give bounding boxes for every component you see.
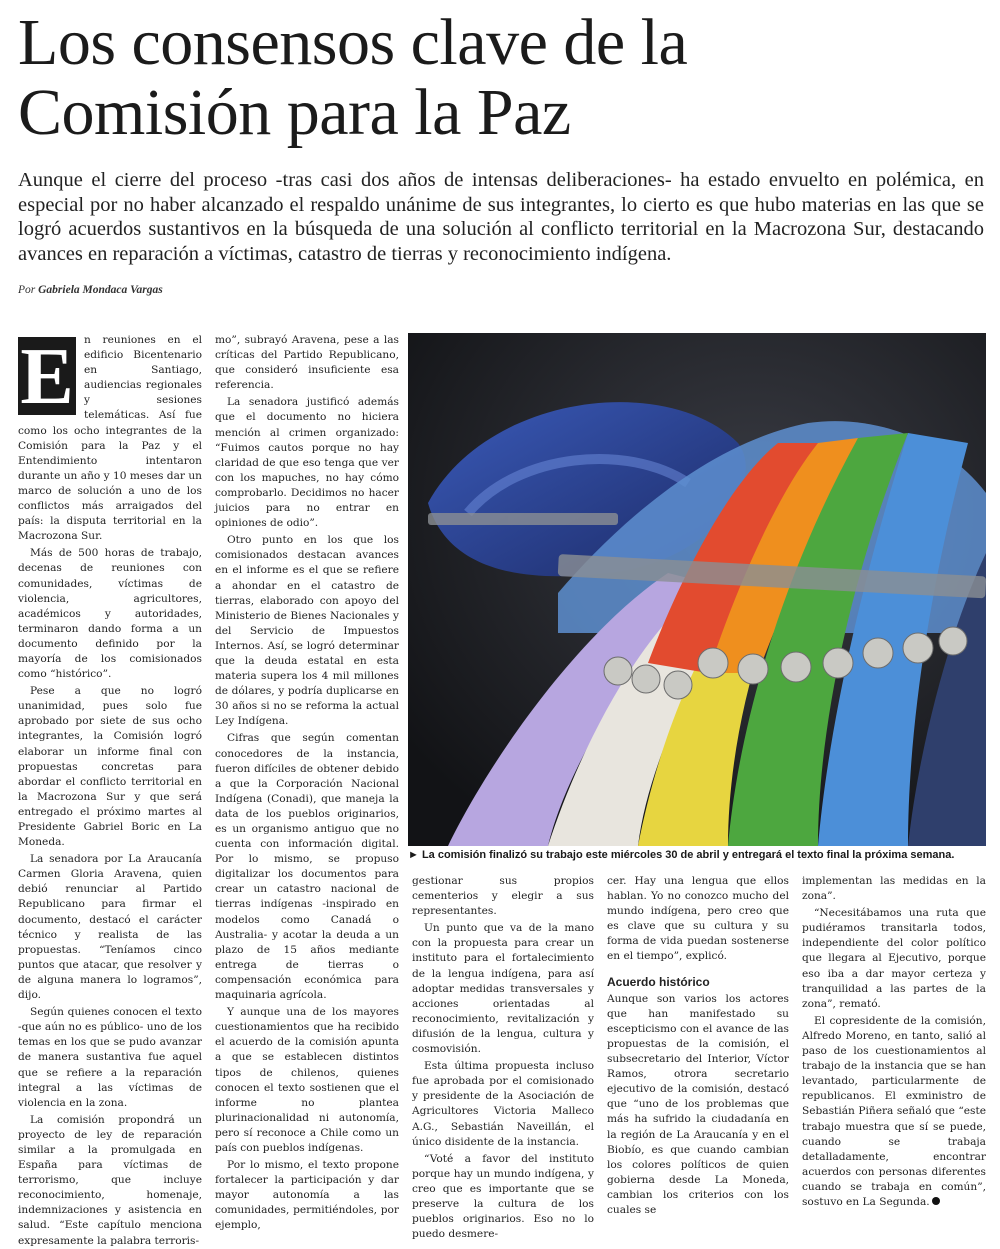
paragraph: “Necesitábamos una ruta que pudiéramos transitarla todos, independiente del color político que llegara al Ejecutivo, porque eso iba a dar mayor certeza y tranquilidad a las partes de la zona”, remató. [802,907,986,1010]
paragraph: “Voté a favor del instituto porque hay un mundo indígena, y creo que es importante que se preserve la cultura de los pueblos originarios. Eso no lo puedo desmere- [412,1152,594,1241]
article-column-2 [215,333,399,1232]
photo [408,333,986,846]
headline [18,8,978,148]
byline-author: Gabriela Mondaca Vargas [38,284,163,296]
paragraph: Según quienes conocen el texto -que aún no es público- uno de los temas en los que se pudo avanzar de manera sustantiva fue aquel que se refiere a la reparación integral a las víctimas de violencia en la zona. [18,1006,202,1109]
article-column-3 [412,874,594,1241]
article-column-5 [802,874,986,1224]
paragraph: Aunque son varios los actores que han manifestado su escepticismo con el avance de las propuestas de la comisión, el subsecretario del Interior, Víctor Ramos, otrora secretario ejecutivo de la comisión, destacó que “uno de los problemas que más ha sufrido la ciudadanía en la región de La Araucanía y en el Biobío, es que cuando cambian los colores políticos de quien gobierna desde La Moneda, cambian los criterios con los cuales se [607,992,789,1216]
paragraph [18,333,202,544]
paragraph [802,1014,986,1210]
paragraph: La comisión propondrá un proyecto de ley de reparación similar a la promulgada en España para víctimas de terrorismo, que incluye reconocimiento, homenaje, indemnizaciones y asistencia en salud. “Este capítulo menciona expresamente la palabra terroris- [18,1113,202,1247]
paragraph-text: n reuniones en el edificio Bicentenario en Santiago, audiencias regionales y sesiones telemáticas. Así fue como los ocho integrantes de la Comisión para la Paz y el Entendimiento intentaron durante un año y 10 meses dar un marco de solución a uno de los conflictos más arraigados del país: la disputa territorial en la Macrozona Sur. [18,334,202,543]
paragraph: Cifras que según comentan conocedores de la instancia, fueron difíciles de obtener debido a que la Corporación Nacional Indígena (Conadi), que maneja la data de los pueblos originarios, es un organismo antiguo que no cuenta con información digital. Por lo mismo, se propuso digitalizar los documentos para crear un catastro nacional de tierras indígenas -inspirado en modelos como Canadá o Australia- y acotar la deuda a un plazo de 15 años mediante entrega de tierras o compensación económica para maquinaria agrícola. [215,732,399,1002]
headline-line-2: Comisión para la Paz [18,76,571,149]
paragraph: Más de 500 horas de trabajo, decenas de reuniones con comunidades, víctimas de violencia, agricultores, académicos y autoridades, terminaron dando forma a un documento definido por la mayoría de los comisionados como “histórico”. [18,547,202,681]
article-column-1 [18,333,202,1247]
paragraph: gestionar sus propios cementerios y elegir a sus representantes. [412,875,594,918]
photo-caption: ► La comisión finalizó su trabajo este miércoles 30 de abril y entregará el texto final la próxima semana. [408,849,955,861]
paragraph: Y aunque una de los mayores cuestionamientos que ha recibido el acuerdo de la comisión apunta a que se establecen distintos tipos de chilenos, quienes conocen el texto sostienen que el informe no plantea plurinacionalidad ni autonomía, pero sí reconoce a Chile como un país con pueblos indígenas. [215,1006,399,1154]
dropcap: E [18,337,76,415]
paragraph: La senadora justificó además que el documento no hiciera mención al crimen organizado: “Fuimos cautos porque no hay claridad de que eso tenga que ver con los mapuches, no hay cómo comprobarlo. Decidimos no hacer juicios para no entrar en opiniones de odio”. [215,396,399,530]
paragraph: Otro punto en los que los comisionados destacan avances en el informe es el que se refiere a ahondar en el catastro de tierras, elaborado con apoyo del Ministerio de Bienes Nacionales y del Servicio de Impuestos Internos. Así, se logró determinar que la deuda estatal en esta materia supera los 4 mil millones de dólares, y podría duplicarse en 30 años si no se reforma la actual Ley Indígena. [215,534,399,728]
photo-icon [408,333,986,846]
paragraph: Esta última propuesta incluso fue aprobada por el comisionado y presidente de la Asociación de Agricultores Victoria Malleco A.G., Sebastián Naveillán, el único disidente de la instancia. [412,1060,594,1148]
subhead: Acuerdo histórico [607,974,710,989]
paragraph: Pese a que no logró unanimidad, pues solo fue aprobado por siete de sus ocho integrantes, la Comisión logró elaborar un informe final con propuestas concretas para abordar el conflicto territorial en la Macrozona Sur y que será entregado el próximo martes al Presidente Gabriel Boric en La Moneda. [18,685,202,849]
paragraph: cer. Hay una lengua que ellos hablan. Yo no conozco mucho del mundo indígena, pero creo que es clave que su cultura y su forma de vida puedan sostenerse en el tiempo”, explicó. [607,875,789,963]
lede: Aunque el cierre del proceso -tras casi dos años de intensas deliberaciones- ha estado envuelto en polémica, en especial por no haber alcanzado el respaldo unánime de sus integrantes, lo cierto es que hubo materias en las que se logró acuerdos sustantivos en la búsqueda de una solución al conflicto territorial en la Macrozona Sur, destacando avances en reparación a víctimas, catastro de tierras y reconocimiento indígena. [18,169,984,265]
byline [18,284,163,296]
end-mark-icon [932,1197,940,1205]
byline-prefix: Por [18,284,36,296]
paragraph: mo”, subrayó Aravena, pese a las críticas del Partido Republicano, que consideró insuficiente esa referencia. [215,334,399,392]
paragraph: implementan las medidas en la zona”. [802,875,986,903]
paragraph: La senadora por La Araucanía Carmen Gloria Aravena, quien debió renunciar al Partido Republicano para firmar el documento, destacó el carácter técnico y realista de las propuestas. “Teníamos cinco puntos que atacar, que resolver y de alguna manera lo logramos”, dijo. [18,853,202,1002]
paragraph: Por lo mismo, el texto propone fortalecer la participación y dar mayor autonomía a las comunidades, permitiéndoles, por ejemplo, [215,1159,399,1232]
headline-line-1: Los consensos clave de la [18,6,688,79]
article-column-4 [607,874,789,1224]
paragraph-text: El copresidente de la comisión, Alfredo Moreno, en tanto, salió al paso de los cuestionamientos al trabajo de la instancia que se han levantado, particularmente de republicanos. El exministro de Sebastián Piñera señaló que “este trabajo muestra que sí se puede, cuando se trabaja detalladamente, encontrar acuerdos con personas diferentes cuando se trabaja en común”, sostuvo en La Segunda. [802,1014,986,1208]
paragraph: Un punto que va de la mano con la propuesta para crear un instituto para el fortalecimiento de la lengua indígena, para así adoptar medidas transversales y acciones orientadas al reconocimiento, revitalización y difusión de la lengua, cultura y cosmovisión. [412,922,594,1056]
